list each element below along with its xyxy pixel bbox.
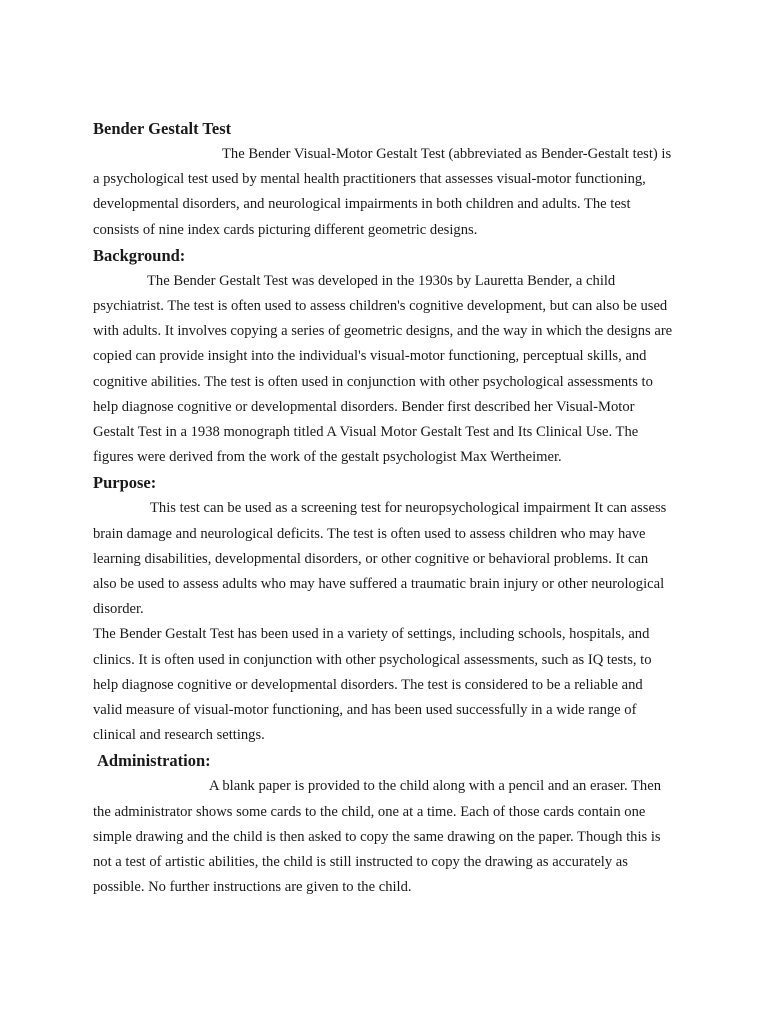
administration-heading: Administration: xyxy=(97,751,211,771)
background-paragraph: The Bender Gestalt Test was developed in the 1930s by Lauretta Bender, a child psychiatrist. The test is often used to assess children's cognitive development, but can also be used with adults. It involves copying a series of geometric designs, and the way in which the designs are copied can provide insight into the individual's visual-motor functioning, perceptual skills, and cognitive abilities. The test is often used in conjunction with other psychological assessments to help diagnose cognitive or developmental disorders. Bender first described her Visual-Motor Gestalt Test in a 1938 monograph titled A Visual Motor Gestalt Test and Its Clinical Use. The figures were derived from the work of the gestalt psychologist Max Wertheimer. xyxy=(93,272,673,466)
purpose-paragraph-2: The Bender Gestalt Test has been used in a variety of settings, including schools, hospitals, and clinics. It is often used in conjunction with other psychological assessments, such as IQ tests, to help diagnose cognitive or developmental disorders. The test is considered to be a reliable and valid measure of visual-motor functioning, and has been used successfully in a wide range of clinical and research settings. xyxy=(93,626,652,744)
document-page xyxy=(93,116,675,900)
intro-paragraph: The Bender Visual-Motor Gestalt Test (abbreviated as Bender-Gestalt test) is a psychological test used by mental health practitioners that assesses visual-motor functioning, developmental disorders, and neurological impairments in both children and adults. The test consists of nine index cards picturing different geometric designs. xyxy=(93,146,672,238)
purpose-heading: Purpose: xyxy=(93,473,157,493)
purpose-paragraph-1: This test can be used as a screening test for neuropsychological impairment It can assess brain damage and neurological deficits. The test is often used to assess children who may have learning disabilities, developmental disorders, or other cognitive or behavioral problems. It can also be used to assess adults who may have suffered a traumatic brain injury or other neurological disorder. xyxy=(93,500,667,618)
background-heading: Background: xyxy=(93,245,186,265)
document-title: Bender Gestalt Test xyxy=(93,119,232,138)
administration-paragraph: A blank paper is provided to the child along with a pencil and an eraser. Then the administrator shows some cards to the child, one at a time. Each of those cards contain one simple drawing and the child is then asked to copy the same drawing on the paper. Though this is not a test of artistic abilities, the child is still instructed to copy the drawing as accurately as possible. No further instructions are given to the child. xyxy=(93,778,662,896)
